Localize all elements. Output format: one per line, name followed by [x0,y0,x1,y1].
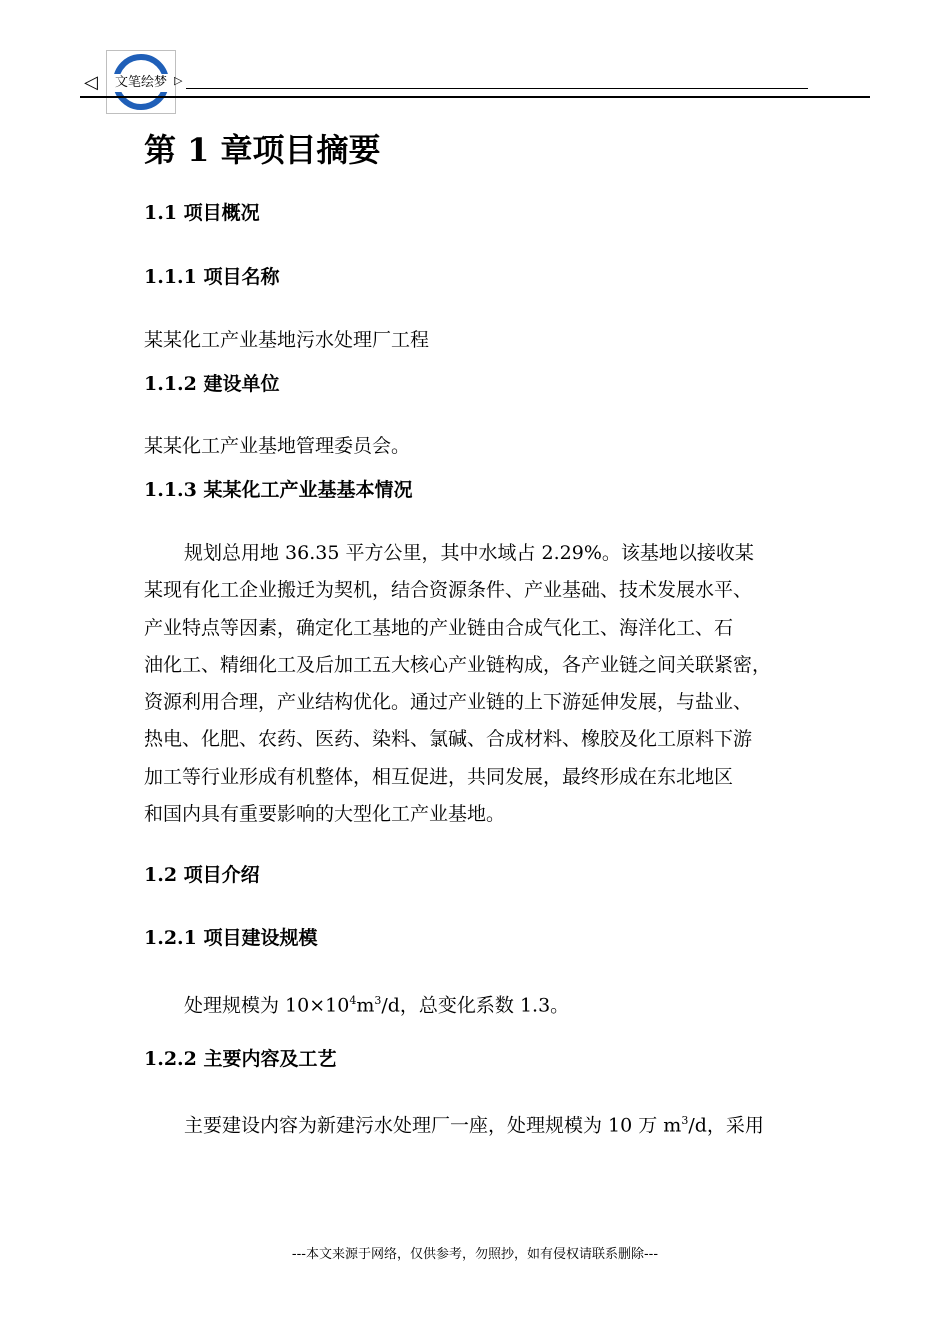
footer-disclaimer: ---本文来源于网络，仅供参考，勿照抄，如有侵权请联系删除--- [291,1247,659,1262]
treatment-scale-text [184,987,569,1019]
content-unit-exponent: 3 [681,1114,689,1127]
paragraph-line: 资源利用合理，产业结构优化。通过产业链的上下游延伸发展，与盐业、 [144,691,753,714]
paragraph-line: 某现有化工企业搬迁为契机，结合资源条件、产业基础、技术发展水平、 [144,579,753,602]
construction-unit-text: 某某化工产业基地管理委员会。 [144,435,411,457]
content-text-pre: 主要建设内容为新建污水处理厂一座，处理规模为 10 万 m [184,1114,682,1137]
chapter-title: 第 1 章项目摘要 [144,131,381,169]
section-heading-1-2: 1.2 项目介绍 [144,864,260,886]
project-name-text: 某某化工产业基地污水处理厂工程 [144,329,430,351]
header-rule-thick [80,96,870,98]
content-text-post: /d，采用 [688,1114,764,1137]
scale-unit-exponent: 3 [374,994,382,1007]
main-content-text [184,1107,764,1139]
left-triangle-icon: ◁ [84,72,98,93]
paragraph-line: 产业特点等因素，确定化工基地的产业链由合成气化工、海洋化工、石 [144,616,734,639]
scale-exponent: 4 [349,994,357,1007]
section-heading-1-1: 1.1 项目概况 [144,202,260,224]
scale-text-post: /d，总变化系数 1.3。 [381,994,570,1017]
section-heading-1-2-2: 1.2.2 主要内容及工艺 [144,1048,337,1070]
paragraph-line: 和国内具有重要影响的大型化工产业基地。 [144,803,506,826]
section-heading-1-1-1: 1.1.1 项目名称 [144,266,280,288]
base-overview-paragraph [144,535,834,833]
right-triangle-icon: ▷ [174,74,183,87]
paragraph-line: 油化工、精细化工及后加工五大核心产业链构成，各产业链之间关联紧密， [144,653,772,676]
header-rule-thin [186,88,808,89]
section-heading-1-2-1: 1.2.1 项目建设规模 [144,927,318,949]
brand-name: 文笔绘梦 [108,74,174,92]
scale-text-pre: 处理规模为 10×10 [184,994,350,1017]
section-heading-1-1-3: 1.1.3 某某化工产业基基本情况 [144,479,413,501]
paragraph-line: 加工等行业形成有机整体，相互促进，共同发展，最终形成在东北地区 [144,765,734,788]
paragraph-line: 热电、化肥、农药、医药、染料、氯碱、合成材料、橡胶及化工原料下游 [144,728,753,751]
scale-unit: m [356,994,375,1017]
section-heading-1-1-2: 1.1.2 建设单位 [144,373,280,395]
paragraph-line: 规划总用地 36.35 平方公里，其中水域占 2.29%。该基地以接收某 [184,542,754,564]
